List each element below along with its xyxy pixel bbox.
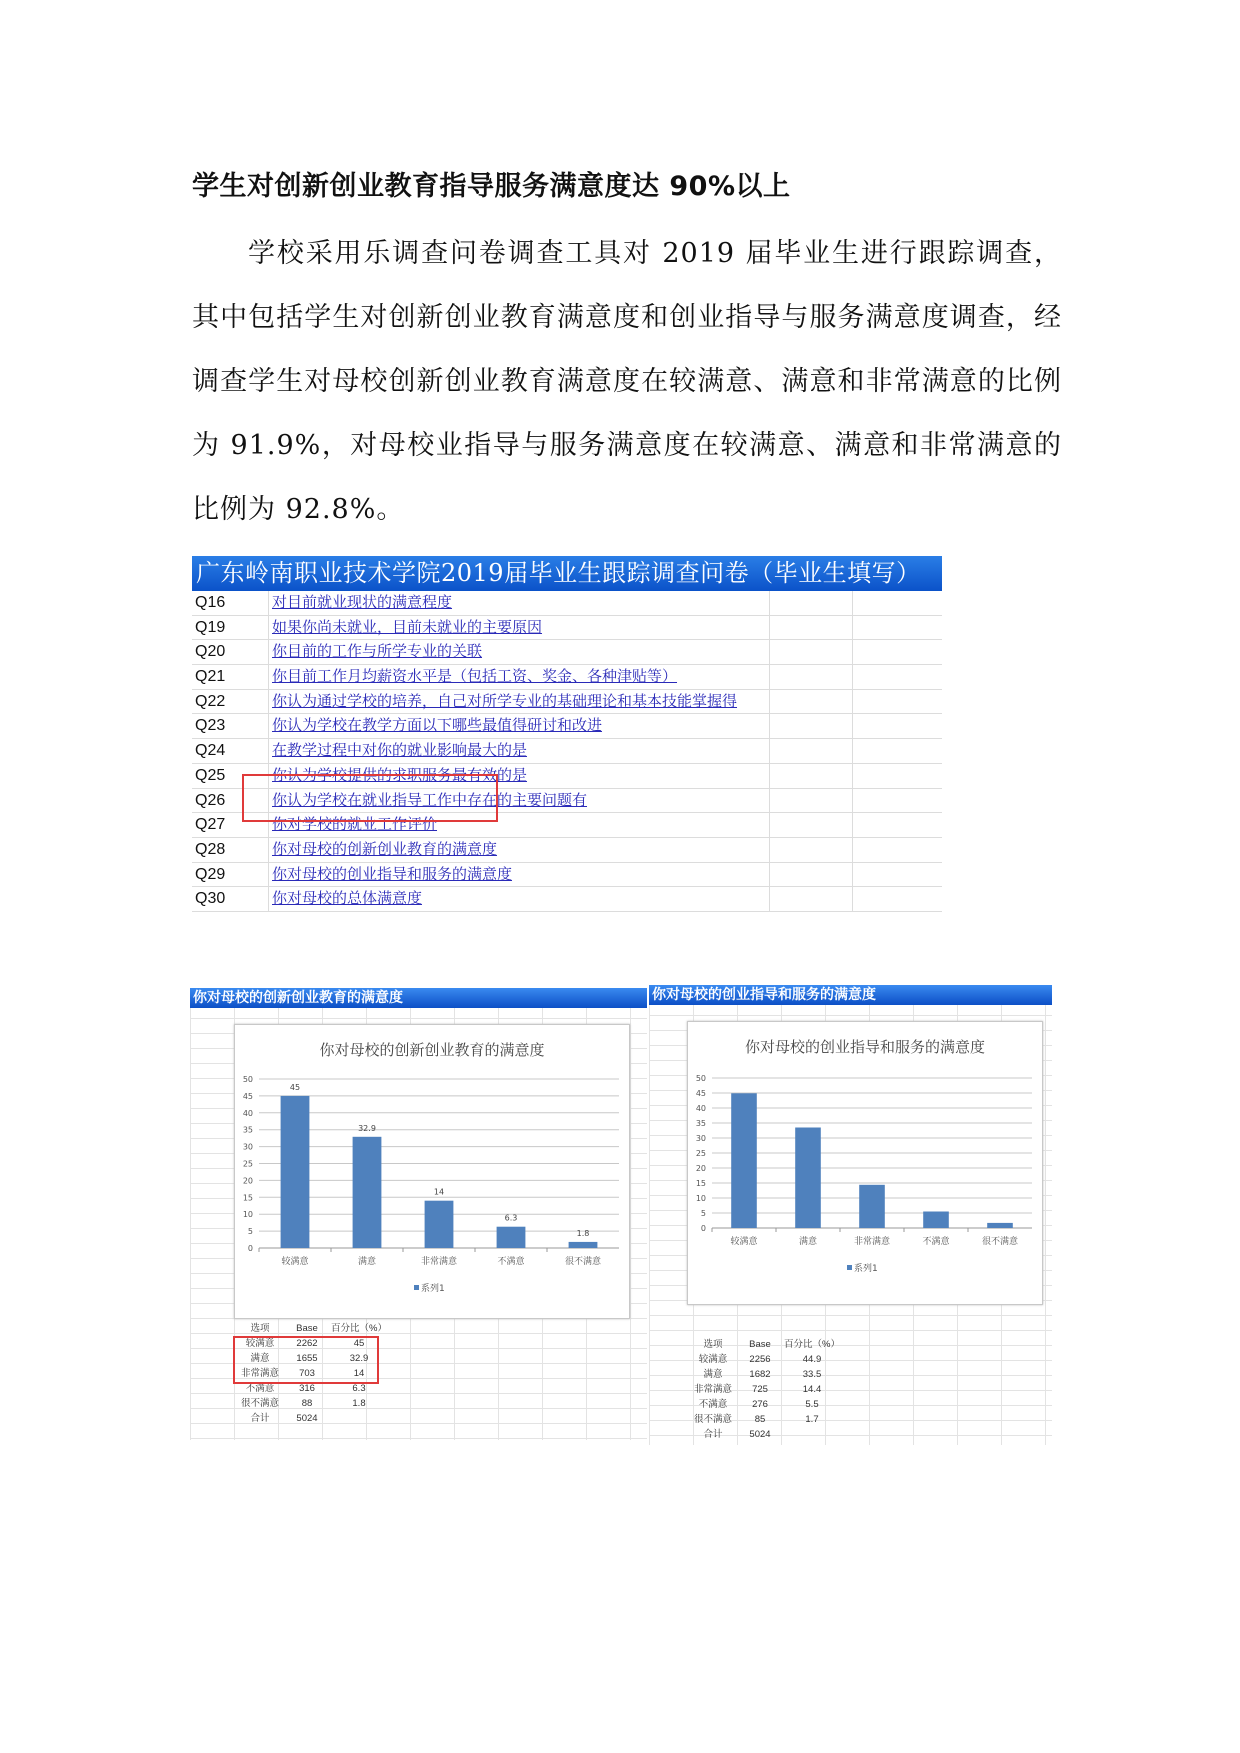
percent-cell: 45 [353, 1338, 365, 1349]
option-cell: 很不满意 [240, 1398, 279, 1409]
percent-cell: 6.3 [352, 1383, 366, 1394]
percent-cell: 百分比（%） [331, 1323, 387, 1334]
legend-swatch [847, 1265, 852, 1270]
y-tick-label: 45 [695, 1089, 706, 1098]
option-cell: 非常满意 [693, 1384, 732, 1395]
option-cell: 合计 [703, 1429, 723, 1440]
highlight-box [233, 1336, 379, 1384]
percent-cell [781, 1427, 843, 1442]
bar-chart-entrepreneurship-guidance [688, 1022, 1042, 1304]
table-row [687, 1352, 843, 1367]
x-tick-label: 不满意 [922, 1237, 950, 1247]
y-tick-label: 45 [242, 1091, 253, 1101]
survey-row [192, 739, 942, 764]
survey-question-table [192, 556, 942, 906]
base-cell: Base [296, 1323, 318, 1334]
bar [859, 1185, 885, 1228]
option-cell: 不满意 [245, 1383, 275, 1394]
question-id: Q22 [192, 690, 269, 714]
base-cell: 5024 [296, 1413, 318, 1424]
option-cell: 满意 [250, 1353, 270, 1364]
percent-cell: 14.4 [802, 1384, 822, 1395]
table-row [687, 1412, 843, 1427]
x-tick-label: 较满意 [281, 1257, 309, 1267]
question-link[interactable]: 对目前就业现状的满意程度 [272, 593, 453, 611]
chart-box [687, 1021, 1043, 1305]
highlight-box [242, 774, 498, 822]
percent-cell: 5.5 [805, 1399, 819, 1410]
bar-chart-innovation-education [235, 1025, 629, 1318]
base-cell: 88 [301, 1398, 313, 1409]
percent-cell: 32.9 [349, 1353, 369, 1364]
bar [425, 1201, 454, 1248]
bar [353, 1137, 382, 1248]
y-tick-label: 5 [247, 1227, 253, 1237]
x-tick-label: 非常满意 [853, 1237, 891, 1247]
base-cell: 5024 [749, 1429, 771, 1440]
option-cell: 非常满意 [240, 1368, 279, 1379]
x-tick-label: 非常满意 [420, 1257, 458, 1267]
percent-cell: 1.8 [352, 1398, 366, 1409]
y-tick-label: 30 [242, 1142, 253, 1152]
y-tick-label: 5 [700, 1209, 706, 1218]
y-tick-label: 40 [242, 1108, 253, 1118]
panel-header: 你对母校的创新创业教育的满意度 [190, 988, 647, 1008]
option-cell: 较满意 [698, 1354, 728, 1365]
survey-row [192, 665, 942, 690]
question-id: Q21 [192, 665, 269, 689]
option-cell: 较满意 [245, 1338, 275, 1349]
bar [497, 1227, 526, 1248]
legend-label: 系列1 [854, 1264, 878, 1274]
table-row [687, 1367, 843, 1382]
table-row [687, 1427, 843, 1442]
x-tick-label: 很不满意 [564, 1257, 602, 1267]
y-tick-label: 0 [247, 1244, 253, 1253]
y-tick-label: 20 [242, 1176, 253, 1186]
y-tick-label: 50 [242, 1075, 253, 1084]
percent-cell: 百分比（%） [784, 1339, 840, 1350]
panel-header: 你对母校的创业指导和服务的满意度 [649, 985, 1052, 1005]
x-tick-label: 满意 [798, 1237, 818, 1247]
bar [987, 1223, 1013, 1228]
survey-row [192, 616, 942, 641]
section-heading: 学生对创新创业教育指导服务满意度达 90%以上 [192, 171, 791, 202]
question-link[interactable]: 如果你尚未就业，目前未就业的主要原因 [272, 617, 543, 636]
base-cell: 725 [752, 1384, 768, 1395]
base-cell: 2256 [749, 1354, 771, 1365]
x-tick-label: 满意 [357, 1257, 377, 1267]
survey-row [192, 690, 942, 715]
question-id: Q16 [192, 591, 269, 615]
x-tick-label: 不满意 [497, 1257, 525, 1267]
y-tick-label: 40 [695, 1104, 706, 1113]
base-cell: 276 [752, 1399, 768, 1410]
option-cell: 满意 [703, 1369, 723, 1380]
y-tick-label: 35 [695, 1119, 706, 1128]
question-link[interactable]: 在教学过程中对你的就业影响最大的是 [272, 741, 528, 760]
option-cell: 很不满意 [693, 1414, 732, 1425]
survey-row [192, 863, 942, 888]
question-id: Q29 [192, 863, 269, 887]
data-label: 32.9 [358, 1123, 376, 1133]
percent-cell [328, 1411, 390, 1426]
table-row [687, 1397, 843, 1412]
question-id: Q27 [192, 813, 269, 837]
body-paragraph: 学校采用乐调查问卷调查工具对 2019 届毕业生进行跟踪调查，其中包括学生对创新创业教育满意度和创业指导与服务满意度调查，经调查学生对母校创新创业教育满意度在较满意、满意和非常满意的比例为 91.9%，对母校业指导与服务满意度在较满意、满意和非常满意的比例为 92.8%。 [192, 238, 1062, 525]
y-tick-label: 25 [242, 1159, 253, 1169]
base-cell: Base [749, 1339, 771, 1350]
survey-row [192, 838, 942, 863]
chart-panel-entrepreneurship-guidance [649, 985, 1052, 1445]
table-row [234, 1411, 390, 1426]
data-table [687, 1337, 843, 1442]
y-tick-label: 15 [695, 1179, 706, 1188]
question-link[interactable]: 你目前工作月均薪资水平是（包括工资、奖金、各种津贴等） [272, 667, 678, 686]
question-id: Q24 [192, 739, 269, 763]
y-tick-label: 15 [242, 1193, 253, 1203]
bar [795, 1128, 821, 1229]
question-link[interactable]: 你对母校的创业指导和服务的满意度 [272, 864, 513, 883]
bar [731, 1093, 757, 1228]
data-label: 6.3 [504, 1213, 518, 1223]
survey-row [192, 640, 942, 665]
percent-cell: 14 [353, 1368, 365, 1379]
base-cell: 2262 [296, 1338, 318, 1349]
base-cell: 85 [754, 1414, 766, 1425]
question-id: Q25 [192, 764, 269, 788]
table-row [234, 1396, 390, 1411]
bar [569, 1242, 598, 1248]
question-id: Q26 [192, 789, 269, 813]
option-cell: 选项 [703, 1339, 723, 1350]
data-label: 45 [289, 1082, 301, 1092]
data-label: 14 [433, 1187, 445, 1197]
y-tick-label: 50 [695, 1074, 706, 1083]
base-cell: 703 [299, 1368, 315, 1379]
survey-row [192, 887, 942, 912]
y-tick-label: 25 [695, 1149, 706, 1158]
legend-label: 系列1 [421, 1284, 445, 1294]
percent-cell: 1.7 [805, 1414, 819, 1425]
chart-box [234, 1024, 630, 1319]
question-link[interactable]: 你对母校的总体满意度 [272, 889, 423, 908]
survey-title: 广东岭南职业技术学院2019届毕业生跟踪调查问卷（毕业生填写） [192, 556, 942, 591]
chart-title: 你对母校的创业指导和服务的满意度 [744, 1038, 986, 1056]
table-row [687, 1382, 843, 1397]
question-link[interactable]: 你认为学校在教学方面以下哪些最值得研讨和改进 [272, 716, 603, 735]
base-cell: 1655 [296, 1353, 318, 1364]
bar [281, 1096, 310, 1248]
y-tick-label: 10 [242, 1210, 253, 1220]
question-id: Q23 [192, 714, 269, 738]
legend-swatch [414, 1285, 419, 1290]
question-link[interactable]: 你对学校的就业工作评价 [272, 815, 438, 834]
option-cell: 不满意 [698, 1399, 728, 1410]
y-tick-label: 10 [695, 1194, 706, 1203]
survey-row [192, 591, 942, 616]
table-header-row [687, 1337, 843, 1352]
survey-row [192, 714, 942, 739]
question-id: Q28 [192, 838, 269, 862]
question-id: Q20 [192, 640, 269, 664]
y-tick-label: 35 [242, 1125, 253, 1135]
percent-cell: 33.5 [802, 1369, 822, 1380]
x-tick-label: 很不满意 [981, 1237, 1019, 1247]
question-link[interactable]: 你目前的工作与所学专业的关联 [272, 642, 483, 661]
chart-title: 你对母校的创新创业教育的满意度 [319, 1041, 545, 1059]
base-cell: 316 [299, 1383, 315, 1394]
percent-cell: 44.9 [802, 1354, 822, 1365]
y-tick-label: 20 [695, 1164, 706, 1173]
question-link[interactable]: 你认为学校提供的求职服务最有效的是 [272, 765, 528, 784]
y-tick-label: 30 [695, 1134, 706, 1143]
y-tick-label: 0 [700, 1224, 706, 1233]
question-link[interactable]: 你对母校的创新创业教育的满意度 [272, 839, 498, 858]
chart-panel-innovation-education [190, 988, 647, 1440]
question-link[interactable]: 你认为学校在就业指导工作中存在的主要问题有 [272, 790, 588, 809]
question-id: Q30 [192, 887, 269, 911]
x-tick-label: 较满意 [730, 1237, 758, 1247]
bar [923, 1212, 949, 1229]
option-cell: 选项 [250, 1323, 270, 1334]
table-header-row [234, 1321, 390, 1336]
question-link[interactable]: 你认为通过学校的培养，自己对所学专业的基础理论和基本技能掌握得 [272, 691, 738, 710]
data-label: 1.8 [576, 1228, 590, 1238]
question-id: Q19 [192, 616, 269, 640]
base-cell: 1682 [749, 1369, 771, 1380]
option-cell: 合计 [250, 1413, 270, 1424]
